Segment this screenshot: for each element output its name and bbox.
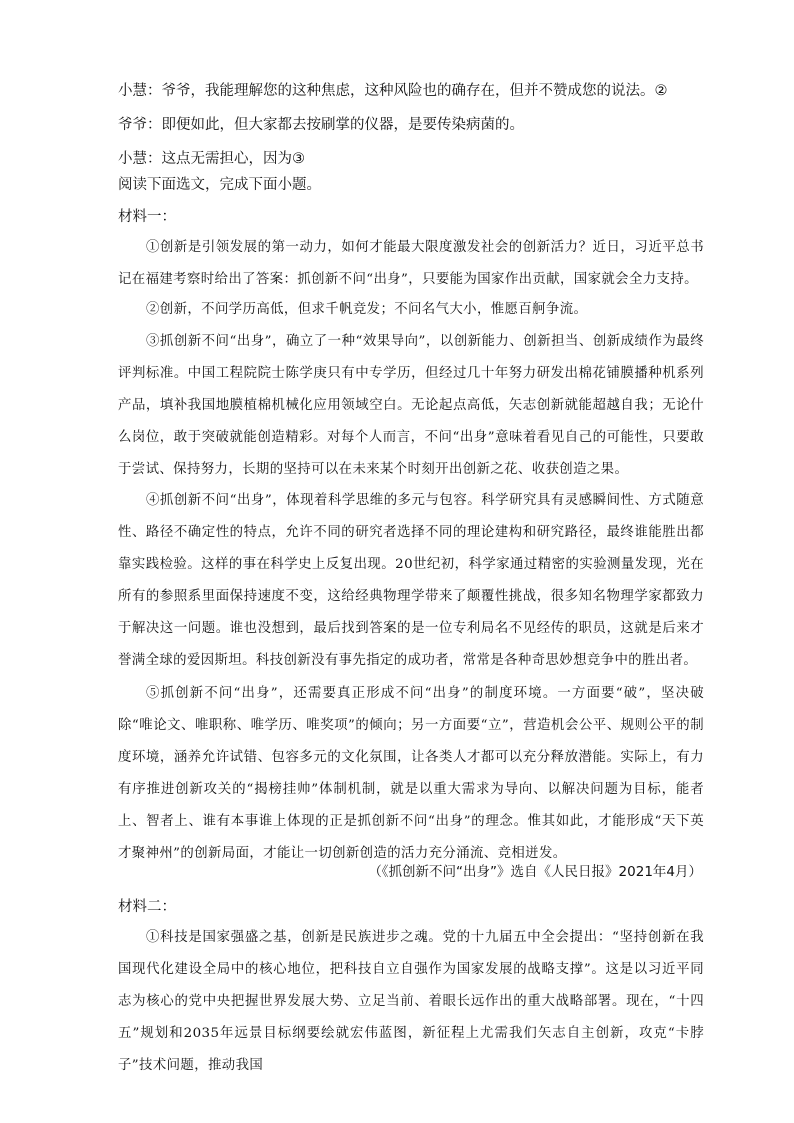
material-two-heading: 材料二：	[118, 899, 176, 915]
material-one-paragraph-2: ②创新，不问学历高低，但求千帆竞发；不问名气大小，惟愿百舸争流。	[146, 302, 588, 317]
reading-instruction: 阅读下面选文，完成下面小题。	[118, 177, 321, 193]
material-one-paragraph-4: ④抓创新不问“出身”，体现着科学思维的多元与包容。科学研究具有灵感瞬间性、方式随意性、路径不确定性的特点，允许不同的研究者选择不同的理论建构和研究路径，最终谁能胜出都靠实践检验。这样的事在科学史上反复出现。20世纪初，科学家通过精密的实验测量发现，光在所有的参照系里面保持速度不变，这给经典物理学带来了颠覆性挑战，很多知名物理学家都致力于解决这一问题。谁也没想到，最后找到答案的是一位专利局名不见经传的职员，这就是后来才誉满全球的爱因斯坦。科技创新没有事先指定的成功者，常常是各种奇思妙想竞争中的胜出者。	[118, 493, 704, 668]
material-one-heading: 材料一：	[118, 209, 176, 225]
dialogue-line-grandpa: 爷爷：即便如此，但大家都去按刷掌的仪器，是要传染病菌的。	[118, 117, 524, 133]
material-one-paragraph-3: ③抓创新不问“出身”，确立了一种“效果导向”，以创新能力、创新担当、创新成绩作为最终评判标准。中国工程院院士陈学庚只有中专学历，但经过几十年努力研发出棉花铺膜播种机系列产品，填补我国地膜植棉机械化应用领域空白。无论起点高低，矢志创新就能超越自我；无论什么岗位，敢于突破就能创造精彩。对每个人而言，不问“出身”意味着看见自己的可能性，只要敢于尝试、保持努力，长期的坚持可以在未来某个时刻开出创新之花、收获创造之果。	[118, 334, 704, 477]
dialogue-line-xiaohui-1: 小慧：爷爷，我能理解您的这种焦虑，这种风险也的确存在，但并不赞成您的说法。②	[118, 83, 668, 99]
material-one-paragraph-1: ①创新是引领发展的第一动力，如何才能最大限度激发社会的创新活力？近日，习近平总书记在福建考察时给出了答案：抓创新不问“出身”，只要能为国家作出贡献，国家就会全力支持。	[118, 240, 704, 287]
material-two-paragraph-1: ①科技是国家强盛之基，创新是民族进步之魂。党的十九届五中全会提出：“坚持创新在我国现代化建设全局中的核心地位，把科技自立自强作为国家发展的战略支撑”。这是以习近平同志为核心的党中央把握世界发展大势、立足当前、着眼长远作出的重大战略部署。现在，“十四五”规划和2035年远景目标纲要绘就宏伟蓝图，新征程上尤需我们矢志自主创新，攻克“卡脖子”技术问题，推动我国	[118, 930, 704, 1073]
material-one-source: （《抓创新不问“出身”》选自《人民日报》2021年4月）	[368, 864, 702, 880]
material-one-paragraph-5: ⑤抓创新不问“出身”，还需要真正形成不问“出身”的制度环境。一方面要“破”，坚决破除“唯论文、唯职称、唯学历、唯奖项”的倾向；另一方面要“立”，营造机会公平、规则公平的制度环境，涵养允许试错、包容多元的文化氛围，让各类人才都可以充分释放潜能。实际上，有力有序推进创新攻关的“揭榜挂帅”体制机制，就是以重大需求为导向、以解决问题为目标，能者上、智者上、谁有本事谁上体现的正是抓创新不问“出身”的理念。惟其如此，才能形成“天下英才聚神州”的创新局面，才能让一切创新创造的活力充分涌流、竞相迸发。	[118, 686, 704, 861]
dialogue-line-xiaohui-2: 小慧：这点无需担心，因为③	[118, 151, 305, 167]
